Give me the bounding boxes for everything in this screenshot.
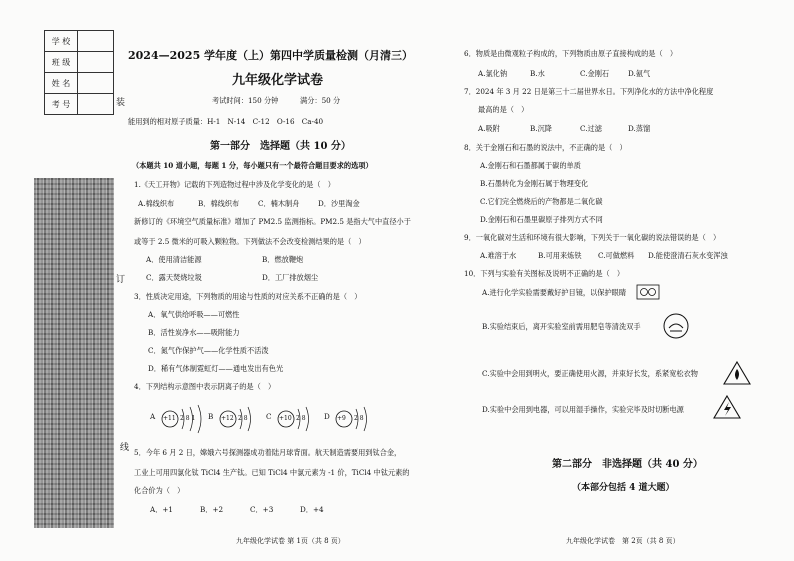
q3-option-a: A．氧气供给呼吸——可燃性 [148, 310, 240, 319]
q4-option-d-label: D [324, 412, 330, 421]
q9-option-a: A.难溶于水 [480, 251, 517, 260]
q2-stem-2: 或等于 2.5 微米的可吸入颗粒物。下列做法不会改变检测结果的是（ ） [134, 237, 366, 246]
q1-option-c: C．楠木制舟 [258, 199, 300, 208]
q4-option-b-label: B [208, 412, 214, 421]
q4-shells-b: 2 8 [238, 415, 248, 422]
q5-option-d: D．+4 [300, 505, 324, 514]
q4-nucleus-b: +12 [221, 415, 234, 422]
q9-option-c: C.可做燃料 [598, 251, 635, 260]
q8-option-a: A.金刚石和石墨都属于碳的单质 [480, 161, 581, 170]
q1-option-b: B．棉线织布 [198, 199, 240, 208]
part1-instructions: （本题共 10 道小题，每题 1 分，每小题只有一个最符合题目要求的选项） [132, 161, 373, 170]
exam-time: 考试时间：150 分钟 [212, 96, 279, 105]
binding-char-ding: 订 [116, 275, 126, 285]
q4-nucleus-d: +9 [337, 415, 346, 422]
atomic-masses: 能用到的相对原子质量：H-1 N-14 C-12 O-16 Ca-40 [128, 117, 324, 126]
q2-option-c: C．露天焚烧垃圾 [146, 273, 202, 282]
q7-option-b: B.沉降 [530, 124, 552, 133]
q8-option-b: B.石墨转化为金刚石属于物理变化 [480, 179, 589, 188]
q7-option-c: C.过滤 [580, 124, 602, 133]
q8-option-d: D.金刚石和石墨里碳原子排列方式不同 [480, 215, 603, 224]
q4-nucleus-c: +10 [279, 415, 292, 422]
part2-subtitle: （本部分包括 4 道大题） [572, 483, 675, 493]
binding-char-zhuang: 装 [116, 98, 126, 108]
q8-stem: 8．关于金刚石和石墨的说法中，不正确的是（ ） [464, 143, 627, 152]
q6-option-b: B.水 [530, 69, 545, 78]
q4-option-a-label: A [150, 412, 156, 421]
q10-stem: 10．下列与实验有关图标及说明不正确的是（ ） [464, 269, 625, 278]
q7-stem-1: 7．2024 年 3 月 22 日是第三十二届世界水日。下列净化水的方法中净化程度 [464, 87, 714, 96]
q5-stem-3: 化合价为（ ） [134, 486, 185, 495]
q4-shells-a: 2 8 1 [180, 415, 196, 422]
q7-option-d: D.蒸馏 [628, 124, 651, 133]
field-class-label: 班 级 [45, 52, 78, 73]
q5-option-a: A．+1 [150, 505, 173, 514]
part2-title: 第二部分 非选择题（共 40 分） [552, 459, 703, 470]
field-class-blank [78, 52, 114, 73]
part1-title: 第一部分 选择题（共 10 分） [210, 141, 351, 152]
q7-option-a: A.吸附 [478, 124, 500, 133]
q4-shells-c: 2 8 [296, 415, 306, 422]
q5-stem-1: 5．今年 6 月 2 日，嫦娥六号探测器成功着陆月球背面。航天制造需要用到钛合金， [134, 448, 402, 457]
binding-strip [0, 0, 130, 561]
exam-title: 2024—2025 学年度（上）第四中学质量检测（月清三） [128, 49, 414, 62]
q6-stem: 6．物质是由微观粒子构成的，下列物质由原子直接构成的是（ ） [464, 49, 678, 58]
q9-option-d: D.能使澄清石灰水变浑浊 [648, 251, 728, 260]
q10-option-a: A.进行化学实验需要戴好护目镜，以保护眼睛 [482, 288, 627, 297]
field-name-label: 姓 名 [45, 73, 78, 94]
q2-stem-1: 新修订的《环境空气质量标准》增加了 PM2.5 监测指标。PM2.5 是指大气中直径小于 [134, 217, 411, 226]
open-flame-icon [722, 360, 752, 386]
q4-shells-d: 2 8 [354, 415, 364, 422]
hand-wash-icon [662, 312, 690, 340]
q10-option-d: D.实验中会用到电器，可以用湿手操作，实验完毕及时切断电源 [482, 405, 684, 414]
student-info-table [44, 30, 114, 115]
q2-option-a: A．使用清洁能源 [146, 255, 202, 264]
field-id-label: 考 号 [45, 94, 78, 115]
scan-noise-band [34, 178, 114, 528]
electric-hazard-icon [712, 394, 742, 420]
q5-option-b: B．+2 [200, 505, 224, 514]
q4-nucleus-a: +11 [163, 415, 176, 422]
q5-option-c: C．+3 [250, 505, 274, 514]
q3-option-d: D．稀有气体制霓虹灯——通电发出有色光 [148, 364, 284, 373]
q3-option-b: B．活性炭净水——吸附能力 [148, 328, 240, 337]
q9-option-b: B.可用来炼铁 [538, 251, 582, 260]
q6-option-d: D.氨气 [628, 69, 651, 78]
q1-option-d: D．沙里淘金 [318, 199, 360, 208]
q3-option-c: C．氮气作保护气——化学性质不活泼 [148, 346, 269, 355]
q10-option-b: B.实验结束后，离开实验室前需用肥皂等清洗双手 [482, 322, 641, 331]
q4-option-c-label: C [266, 412, 272, 421]
page-footer-right: 九年级化学试卷 第 2页（共 8 页） [566, 537, 680, 545]
q1-option-a: A.棉线织布 [138, 199, 175, 208]
q7-stem-2: 最高的是（ ） [478, 105, 529, 114]
q6-option-c: C.金刚石 [580, 69, 610, 78]
field-school-blank [78, 31, 114, 52]
field-school-label: 学 校 [45, 31, 78, 52]
q6-option-a: A.氯化钠 [478, 69, 508, 78]
field-id-blank [78, 94, 114, 115]
q8-option-c: C.它们完全燃烧后的产物都是二氧化碳 [480, 197, 603, 206]
q9-stem: 9．一氧化碳对生活和环境有很大影响，下列关于一氧化碳的说法错误的是（ ） [464, 233, 721, 242]
field-name-blank [78, 73, 114, 94]
q1-stem: 1.《天工开物》记载的下列造物过程中涉及化学变化的是（ ） [134, 180, 335, 189]
q5-stem-2: 工业上可用四氯化钛 TiCl4 生产钛。已知 TiCl4 中氯元素为 -1 价，TiCl4 中钛元素的 [134, 468, 410, 477]
q3-stem: 3．性质决定用途，下列物质的用途与性质的对应关系不正确的是（ ） [134, 292, 362, 301]
page-footer-left: 九年级化学试卷 第 1页（共 8 页） [236, 537, 345, 545]
exam-subtitle: 九年级化学试卷 [232, 73, 324, 88]
q4-stem: 4．下列结构示意图中表示阴离子的是（ ） [134, 382, 276, 391]
q10-option-c: C.实验中会用到明火，要正确使用火源，并束好长发，系紧宽松衣物 [482, 369, 698, 378]
goggles-icon [636, 284, 660, 300]
binding-char-xian: 线 [120, 443, 130, 453]
q2-option-d: D．工厂排放烟尘 [262, 273, 319, 282]
q2-option-b: B．燃放鞭炮 [262, 255, 304, 264]
full-score: 满分：50 分 [300, 96, 341, 105]
